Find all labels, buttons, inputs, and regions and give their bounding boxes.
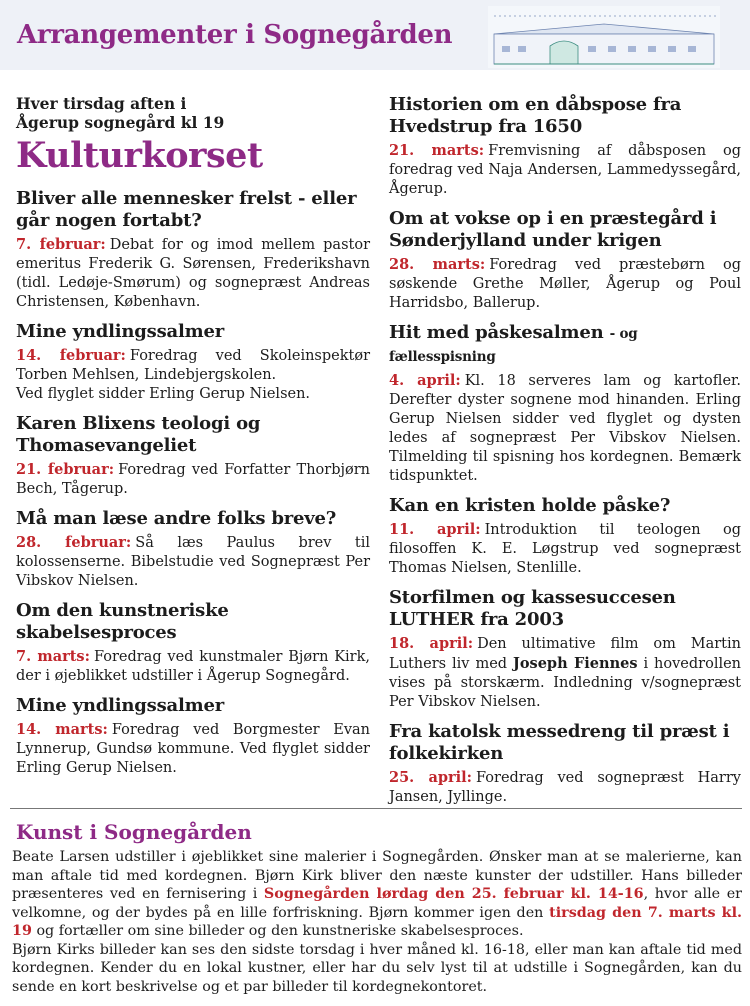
event-text: Så læs Paulus brev til kolossenserne. Bibelstudie ved Sognepræst Per Vibskov Nielsen. [16, 535, 370, 589]
event-title: Mine yndlingssalmer [16, 695, 224, 716]
event-date: 28. marts: [389, 256, 486, 273]
event-date: 21. februar: [16, 461, 115, 478]
event-text-strong: Joseph Fiennes [513, 655, 638, 672]
event-item [16, 188, 370, 312]
event-date: 14. marts: [16, 721, 108, 738]
event-item [389, 322, 741, 486]
event-title: Historien om en dåbspose fra Hvedstrup fra 1650 [389, 94, 682, 137]
event-extra: Ved flyglet sidder Erling Gerup Nielsen. [16, 386, 311, 402]
kunst-paragraph: Bjørn Kirks billeder kan ses den sidste torsdag i hver måned kl. 16-18, eller man kan aftale tid med kordegnen. Kender du en lokal kustner, eller har du selv lyst til at udstille i Sognegården, kan du sende en kort beskrivelse og et par billeder til kordegnekontoret. [12, 941, 742, 995]
event-text: Foredrag ved sognepræst Harry Jansen, Jyllinge. [389, 770, 741, 805]
event-title: Hit med påskesalmen [389, 322, 604, 343]
event-title: Om at vokse op i en præstegård i Sønderjylland under krigen [389, 208, 717, 251]
event-text: Kl. 18 serveres lam og kartofler. Derefter dyster sognene mod hinanden. Erling Gerup Nielsen sidder ved flyglet og dysten ledes af sognepræst Per Vibskov Nielsen. Tilmelding til spisning hos kordegnen. Bemærk tidspunktet. [389, 373, 741, 484]
event-subtitle: - og fællesspisning [389, 326, 638, 365]
event-title: Mine yndlingssalmer [16, 321, 224, 342]
event-text: Foredrag ved kunstmaler Bjørn Kirk, der i øjeblikket udstiller i Ågerup Sognegård. [16, 649, 370, 684]
kunst-text: , hvor alle er velkomne, og der bydes på en lille forfriskning. Bjørn kommer igen den [12, 886, 742, 921]
intro-line-1: Hver tirsdag aften i [16, 94, 187, 113]
event-title: Kan en kristen holde påske? [389, 495, 671, 516]
event-text: Foredrag ved Borgmester Evan Lynnerup, Gundsø kommune. Ved flyglet sidder Erling Gerup Nielsen. [16, 722, 370, 776]
left-column [16, 94, 370, 787]
event-date: 28. februar: [16, 534, 132, 551]
event-date: 11. april: [389, 521, 481, 538]
event-item [16, 413, 370, 499]
kunst-title: Kunst i Sognegården [16, 820, 252, 844]
kunst-highlight: Sognegården lørdag den 25. februar kl. 14-16 [263, 886, 644, 902]
event-text: Introduktion til teologen og filosoffen K. E. Løgstrup ved sognepræst Thomas Nielsen, Stenlille. [389, 522, 741, 576]
kunst-paragraph [12, 848, 742, 941]
right-column [389, 94, 741, 816]
event-title: Bliver alle mennesker frelst - eller går nogen fortabt? [16, 188, 357, 231]
event-date: 18. april: [389, 635, 474, 652]
event-item [16, 695, 370, 778]
event-title: Storfilmen og kassesuccesen LUTHER fra 2003 [389, 587, 676, 630]
event-item [389, 721, 741, 807]
event-item [389, 208, 741, 313]
event-item [389, 495, 741, 578]
event-title: Fra katolsk messedreng til præst i folkekirken [389, 721, 730, 764]
page-title: Arrangementer i Sognegården [17, 20, 453, 50]
intro-line-2: Ågerup sognegård kl 19 [16, 113, 225, 132]
event-date: 4. april: [389, 372, 461, 389]
event-item [16, 321, 370, 404]
event-text: Fremvisning af dåbsposen og foredrag ved Naja Andersen, Lammedyssegård, Ågerup. [389, 143, 741, 197]
event-item [389, 587, 741, 712]
event-title: Må man læse andre folks breve? [16, 508, 337, 529]
kunst-text: Beate Larsen udstiller i øjeblikket sine malerier i Sognegården. Ønsker man at se malerierne, kan man aftale tid med kordegnen. Bjørn Kirk bliver den næste kunster der udstiller. Hans billeder præsenteres ved en fernisering i [12, 849, 742, 902]
event-date: 21. marts: [389, 142, 485, 159]
event-text: Foredrag ved præstebørn og søskende Grethe Møller, Ågerup og Poul Harridsbo, Ballerup. [389, 257, 741, 311]
kunst-highlight: tirsdag den 7. marts kl. 19 [12, 904, 742, 939]
event-item [16, 508, 370, 591]
kunst-text: og fortæller om sine billeder og den kunstneriske skabelsesproces. [36, 923, 524, 939]
event-text: Den ultimative film om Martin Luthers liv med [389, 636, 741, 672]
event-text: i hovedrollen vises på storskærm. Indledning v/sognepræst Per Vibskov Nielsen. [389, 656, 742, 710]
event-text: Foredrag ved Forfatter Thorbjørn Bech, Tågerup. [16, 462, 370, 497]
kulturkorset-title: Kulturkorset [16, 135, 263, 176]
event-date: 7. februar: [16, 236, 106, 253]
event-title: Om den kunstneriske skabelsesproces [16, 600, 229, 643]
event-text: Debat for og imod mellem pastor emeritus Frederik G. Sørensen, Frederikshavn (tidl. Ledøje-Smørum) og sognepræst Andreas Christensen, København. [16, 237, 370, 310]
event-item [16, 600, 370, 686]
event-date: 14. februar: [16, 347, 126, 364]
event-title: Karen Blixens teologi og Thomasevangeliet [16, 413, 261, 456]
section-divider [10, 808, 742, 809]
event-date: 7. marts: [16, 648, 90, 665]
event-date: 25. april: [389, 769, 473, 786]
event-item [389, 94, 741, 199]
sognegaard-building-illustration [488, 6, 720, 68]
kunst-section [12, 820, 742, 996]
event-text: Foredrag ved Skoleinspektør Torben Mehlsen, Lindebjergskolen. [16, 348, 370, 383]
